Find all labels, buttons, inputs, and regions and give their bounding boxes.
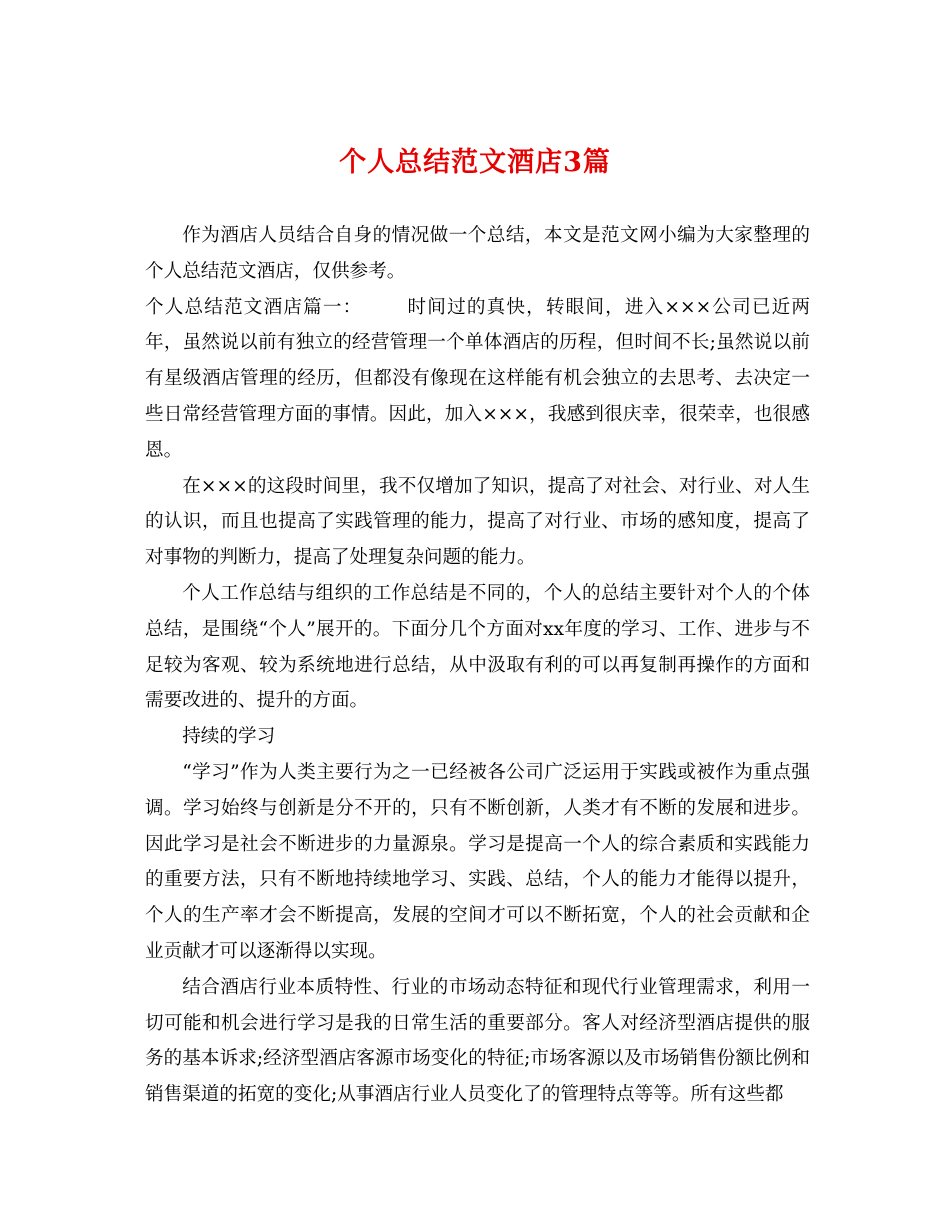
body-paragraph: 在×××的这段时间里，我不仅增加了知识，提高了对社会、对行业、对人生的认识，而且也提高了实践管理的能力，提高了对行业、市场的感知度，提高了对事物的判断力，提高了处理复杂问题的能力。 — [145, 475, 810, 569]
section-heading: 个人总结范文酒店篇一： — [145, 296, 363, 318]
section-first-text: 时间过的真快，转眼间，进入×××公司已近两年，虽然说以前有独立的经营管理一个单体酒店的历程，但时间不长;虽然说以前有星级酒店管理的经历，但都没有像现在这样能有机会独立的去思考、去决定一些日常经营管理方面的事情。因此，加入×××，我感到很庆幸，很荣幸，也很感恩。 — [145, 296, 810, 461]
body-paragraph: 个人工作总结与组织的工作总结是不同的，个人的总结主要针对个人的个体总结，是围绕“个人”展开的。下面分几个方面对xx年度的学习、工作、进步与不足较为客观、较为系统地进行总结，从中汲取有利的可以再复制再操作的方面和需要改进的、提升的方面。 — [145, 582, 810, 712]
section-paragraph — [145, 290, 810, 469]
document-body — [145, 218, 810, 1113]
document-title: 个人总结范文酒店3篇 — [339, 147, 611, 178]
intro-paragraph: 作为酒店人员结合自身的情况做一个总结，本文是范文网小编为大家整理的个人总结范文酒店，仅供参考。 — [145, 225, 810, 282]
subheading-paragraph: 持续的学习 — [182, 726, 276, 748]
body-paragraph: “学习”作为人类主要行为之一已经被各公司广泛运用于实践或被作为重点强调。学习始终与创新是分不开的，只有不断创新，人类才有不断的发展和进步。因此学习是社会不断进步的力量源泉。学习是提高一个人的综合素质和实践能力的重要方法，只有不断地持续地学习、实践、总结，个人的能力才能得以提升，个人的生产率才会不断提高，发展的空间才可以不断拓宽，个人的社会贡献和企业贡献才可以逐渐得以实现。 — [145, 761, 810, 962]
body-paragraph: 结合酒店行业本质特性、行业的市场动态特征和现代行业管理需求，利用一切可能和机会进行学习是我的日常生活的重要部分。客人对经济型酒店提供的服务的基本诉求;经济型酒店客源市场变化的特征;市场客源以及市场销售份额比例和销售渠道的拓宽的变化;从事酒店行业人员变化了的管理特点等等。所有这些都 — [145, 976, 810, 1106]
